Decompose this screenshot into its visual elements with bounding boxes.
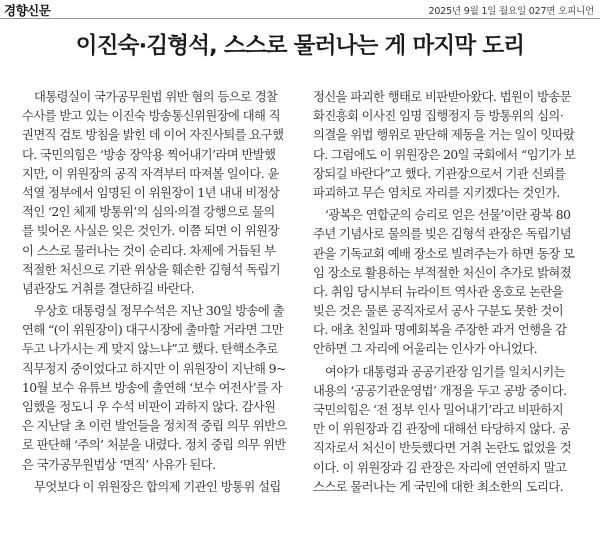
text-line: 임 장소로 활용하는 부적절한 처신이 추가로 밝혀졌 <box>313 265 572 280</box>
text-line: 권면직 검토 방침을 밝힌 데 이어 자진사퇴를 요구했 <box>22 128 284 143</box>
text-line: 장되길 바란다”고 했다. 기관장으로서 기관 신뢰를 <box>313 166 566 181</box>
text-line: 국민의힘은 ‘전 정부 인사 밀어내기’라고 비판하지 <box>313 403 564 417</box>
text-line: 다. 국민의힘은 ‘방송 장악용 찍어내기’라며 반발했 <box>22 147 276 162</box>
page-header <box>0 0 600 18</box>
text-line: 의결을 위법 행위로 판단해 제동을 거는 일이 잇따랐 <box>313 128 575 143</box>
text-line: 스스로 물러나는 게 국민에 대한 최소한의 도리다. <box>313 479 564 494</box>
text-line: 수사를 받고 있는 이진숙 방송통신위원장에 대해 직 <box>22 109 281 124</box>
text-line: 여야가 대통령과 공공기관장 임기를 일치시키는 <box>325 364 566 379</box>
text-line: 로 판단해 ‘주의’ 처분을 내렸다. 정치 중립 의무 위반 <box>22 438 286 453</box>
text-line: 무엇보다 이 위원장은 합의제 기관인 방통위 설립 <box>34 479 281 494</box>
article-column-right <box>313 88 585 497</box>
text-line: 적절한 처신으로 기관 위상을 훼손한 김형석 독립기 <box>22 262 281 277</box>
text-line: 이 스스로 물러나는 것이 순리다. 차제에 거듭된 부 <box>22 243 276 258</box>
text-line: 파괴하고 무슨 염치로 자리를 지키겠다는 것인가. <box>313 185 560 200</box>
newspaper-logo: 경향신문 <box>4 3 51 18</box>
text-line: 주년 기념사로 물의를 빚은 김형석 관장은 독립기념 <box>313 227 572 242</box>
dateline: 2025년 9월 1일 월요일 027면 오피니언 <box>428 6 594 17</box>
text-line: 다. 그럼에도 이 위원장은 20일 국회에서 “임기가 보 <box>313 147 576 162</box>
text-line: 만 이 위원장과 김 관장에 대해선 타당하지 않다. 공 <box>313 422 570 437</box>
text-line: ‘광복은 연합군의 승리로 얻은 선물’이란 광복 80 <box>325 208 571 223</box>
text-line: 석열 정부에서 임명된 이 위원장이 1년 내내 비정상 <box>22 185 280 200</box>
text-line: 두고 나가시는 게 맞지 않느냐”고 했다. 탄핵소추로 <box>22 342 278 357</box>
text-line: 대통령실이 국가공무원법 위반 혐의 등으로 경찰 <box>34 90 278 104</box>
text-line: 정신을 파괴한 행태로 비판받아왔다. 법원이 방송문 <box>313 90 572 104</box>
text-line: 이다. 이 위원장과 김 관장은 자리에 연연하지 말고 <box>313 460 567 475</box>
text-line: 다. 애초 친일파 명예회복을 주장한 과거 언행을 감 <box>313 323 567 338</box>
text-line: 연해 “(이 위원장이) 대구시장에 출마할 거라면 그만 <box>22 323 283 338</box>
text-line: 념관장도 거취를 결단하길 바란다. <box>22 281 195 296</box>
text-line: 10월 보수 유튜브 방송에 출연해 ‘보수 여전사’를 자 <box>22 380 283 395</box>
text-line: 안하면 그 자리에 어울리는 인사가 아니었다. <box>313 342 538 357</box>
text-line: 빚은 것은 물론 공직자로서 공사 구분도 못한 것이 <box>313 304 564 319</box>
text-line: 다. 취임 당시부터 뉴라이트 역사관 옹호로 논란을 <box>313 284 564 299</box>
text-line: 직자로서 처신이 반듯했다면 거취 논란도 없었을 것 <box>313 441 572 456</box>
text-line: 화진흥회 이사진 임명 집행정지 등 방통위의 심의· <box>313 109 564 124</box>
text-line: 지만, 이 위원장의 공직 자격부터 따져볼 일이다. 윤 <box>22 166 279 181</box>
header-divider <box>0 18 600 19</box>
text-line: 은 국가공무원법상 ‘면직’ 사유가 된다. <box>22 457 216 472</box>
text-line: 적인 ‘2인 체제 방통위’의 심의·의결 강행으로 물의 <box>22 205 275 220</box>
article-column-left <box>22 88 294 497</box>
text-line: 를 빚어온 사실은 잊은 것인가. 이쯤 되면 이 위원장 <box>22 224 279 239</box>
text-line: 임했을 정도니 우 수석 비판이 과하지 않다. 감사원 <box>22 400 276 414</box>
editorial-headline: 이진숙·김형석, 스스로 물러나는 게 마지막 도리 <box>75 33 525 59</box>
text-line: 내용의 ‘공공기관운영법’ 개정을 두고 공방 중이다. <box>313 383 567 398</box>
text-line: 우상호 대통령실 정무수석은 지난 30일 방송에 출 <box>34 304 284 319</box>
text-line: 관을 기독교회 예배 장소로 빌려주는가 하면 동장 모 <box>313 246 575 261</box>
text-line: 직무정지 중이었다고 하지만 이 위원장이 지난해 9~ <box>22 361 286 376</box>
text-line: 은 지난달 초 이런 발언들을 정치적 중립 의무 위반으 <box>22 419 287 434</box>
